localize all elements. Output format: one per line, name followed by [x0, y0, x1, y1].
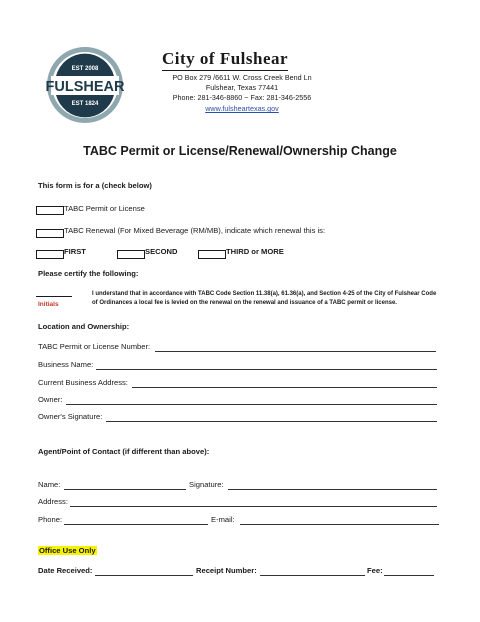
- business-name-label: Business Name:: [38, 360, 94, 369]
- agent-name-label: Name:: [38, 480, 61, 489]
- initials-label: Initials: [38, 301, 59, 308]
- current-address-field[interactable]: [132, 387, 437, 388]
- permit-number-label: TABC Permit or License Number:: [38, 342, 151, 351]
- agent-phone-field[interactable]: [64, 524, 208, 525]
- agent-heading: Agent/Point of Contact (if different than above):: [38, 447, 210, 456]
- permit-option-label: TABC Permit or License: [64, 204, 145, 213]
- location-heading: Location and Ownership:: [38, 322, 130, 331]
- fulshear-logo: [46, 46, 124, 124]
- owner-signature-label: Owner's Signature:: [38, 412, 103, 421]
- first-label: FIRST: [64, 247, 86, 256]
- second-label: SECOND: [145, 247, 178, 256]
- receipt-number-field[interactable]: [260, 575, 365, 576]
- date-received-label: Date Received:: [38, 566, 93, 575]
- initials-field[interactable]: [36, 296, 72, 297]
- office-use-label: Office Use Only: [39, 546, 96, 555]
- certify-text: I understand that in accordance with TABC Code Section 11.38(a), 61.36(a), and Section 4-25 of the City of Fulshear Code of Ordinances a local fee is levied on the renewal on the renewal and issuance of a TABC permit or license.: [92, 291, 437, 306]
- second-checkbox[interactable]: [117, 250, 145, 259]
- owner-signature-field[interactable]: [106, 421, 437, 422]
- owner-field[interactable]: [66, 404, 437, 405]
- agent-signature-label: Signature:: [189, 480, 224, 489]
- agent-address-label: Address:: [38, 497, 68, 506]
- third-checkbox[interactable]: [198, 250, 226, 259]
- permit-number-field[interactable]: [155, 351, 436, 352]
- logo-est: EST 1824: [71, 101, 99, 107]
- business-name-field[interactable]: [96, 369, 437, 370]
- agent-email-field[interactable]: [240, 524, 439, 525]
- renewal-option-label: TABC Renewal (For Mixed Beverage (RM/MB), indicate which renewal this is:: [64, 226, 326, 235]
- renewal-checkbox[interactable]: [36, 229, 64, 238]
- fee-field[interactable]: [384, 575, 434, 576]
- fee-label: Fee:: [367, 566, 383, 575]
- receipt-number-label: Receipt Number:: [196, 566, 257, 575]
- agent-address-field[interactable]: [70, 506, 437, 507]
- current-address-label: Current Business Address:: [38, 378, 128, 387]
- phone-fax: Phone: 281-346-8860 ~ Fax: 281-346-2556: [172, 93, 312, 102]
- permit-checkbox[interactable]: [36, 206, 64, 215]
- logo-top-text: EST 2008: [71, 66, 99, 72]
- certify-label: Please certify the following:: [38, 269, 139, 278]
- address-line-2: Fulshear, Texas 77441: [205, 83, 279, 92]
- city-title: City of Fulshear: [162, 49, 288, 71]
- first-checkbox[interactable]: [36, 250, 64, 259]
- owner-label: Owner:: [38, 395, 63, 404]
- form-for-label: This form is for a (check below): [38, 181, 152, 190]
- address-line-1: PO Box 279 /6611 W. Cross Creek Bend Ln: [172, 73, 312, 82]
- website-link[interactable]: www.fulsheartexas.gov: [205, 104, 279, 113]
- agent-phone-label: Phone:: [38, 515, 63, 524]
- form-title: TABC Permit or License/Renewal/Ownership Change: [83, 144, 397, 158]
- third-label: THIRD or MORE: [226, 247, 284, 256]
- agent-email-label: E-mail:: [211, 515, 235, 524]
- agent-name-field[interactable]: [64, 489, 186, 490]
- agent-signature-field[interactable]: [228, 489, 437, 490]
- logo-name: FULSHEAR: [46, 79, 124, 95]
- date-received-field[interactable]: [95, 575, 193, 576]
